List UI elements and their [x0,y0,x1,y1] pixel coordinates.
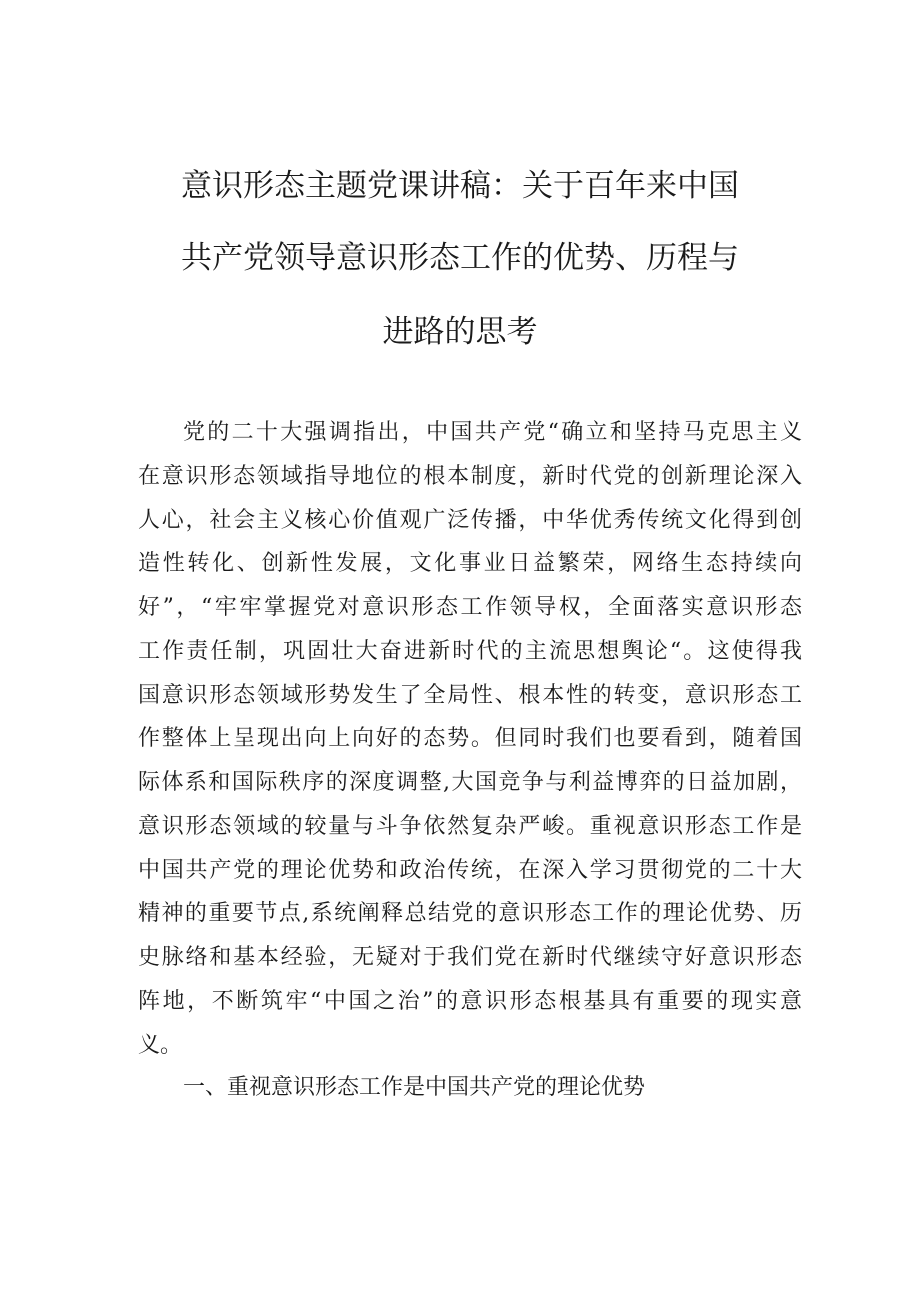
paragraph-line: 造性转化、创新性发展，文化事业日益繁荣，网络生态持续向 [138,551,802,576]
document-title-line-3: 进路的思考 [382,314,538,350]
paragraph-line: 人心，社会主义核心价值观广泛传播，中华优秀传统文化得到创 [138,508,802,533]
paragraph-line: 国意识形态领域形势发生了全局性、根本性的转变，意识形态工 [138,683,802,708]
paragraph-line: 际体系和国际秩序的深度调整,大国竞争与利益博弈的日益加剧， [138,770,802,795]
paragraph-line: 作整体上呈现出向上向好的态势。但同时我们也要看到，随着国 [138,726,802,751]
paragraph-line: 好”，“牢牢掌握党对意识形态工作领导权，全面落实意识形态 [138,595,802,620]
paragraph-line: 中国共产党的理论优势和政治传统，在深入学习贯彻党的二十大 [138,858,802,883]
paragraph-line: 意识形态领域的较量与斗争依然复杂严峻。重视意识形态工作是 [138,814,802,839]
paragraph-line: 精神的重要节点,系统阐释总结党的意识形态工作的理论优势、历 [138,901,802,926]
paragraph-line: 史脉络和基本经验，无疑对于我们党在新时代继续守好意识形态 [138,945,802,970]
paragraph-line: 工作责任制，巩固壮大奋进新时代的主流思想舆论“。这使得我 [138,639,802,664]
document-title-line-2: 共产党领导意识形态工作的优势、历程与 [181,240,739,276]
paragraph-line: 义。 [138,1033,183,1058]
document-title-line-1: 意识形态主题党课讲稿：关于百年来中国 [181,168,739,204]
paragraph-line: 党的二十大强调指出，中国共产党“确立和坚持马克思主义 [183,420,802,445]
paragraph-line: 阵地，不断筑牢“中国之治”的意识形态根基具有重要的现实意 [138,989,802,1014]
section-heading: 一、重视意识形态工作是中国共产党的理论优势 [183,1075,646,1100]
paragraph-line: 在意识形态领域指导地位的根本制度，新时代党的创新理论深入 [138,464,802,489]
